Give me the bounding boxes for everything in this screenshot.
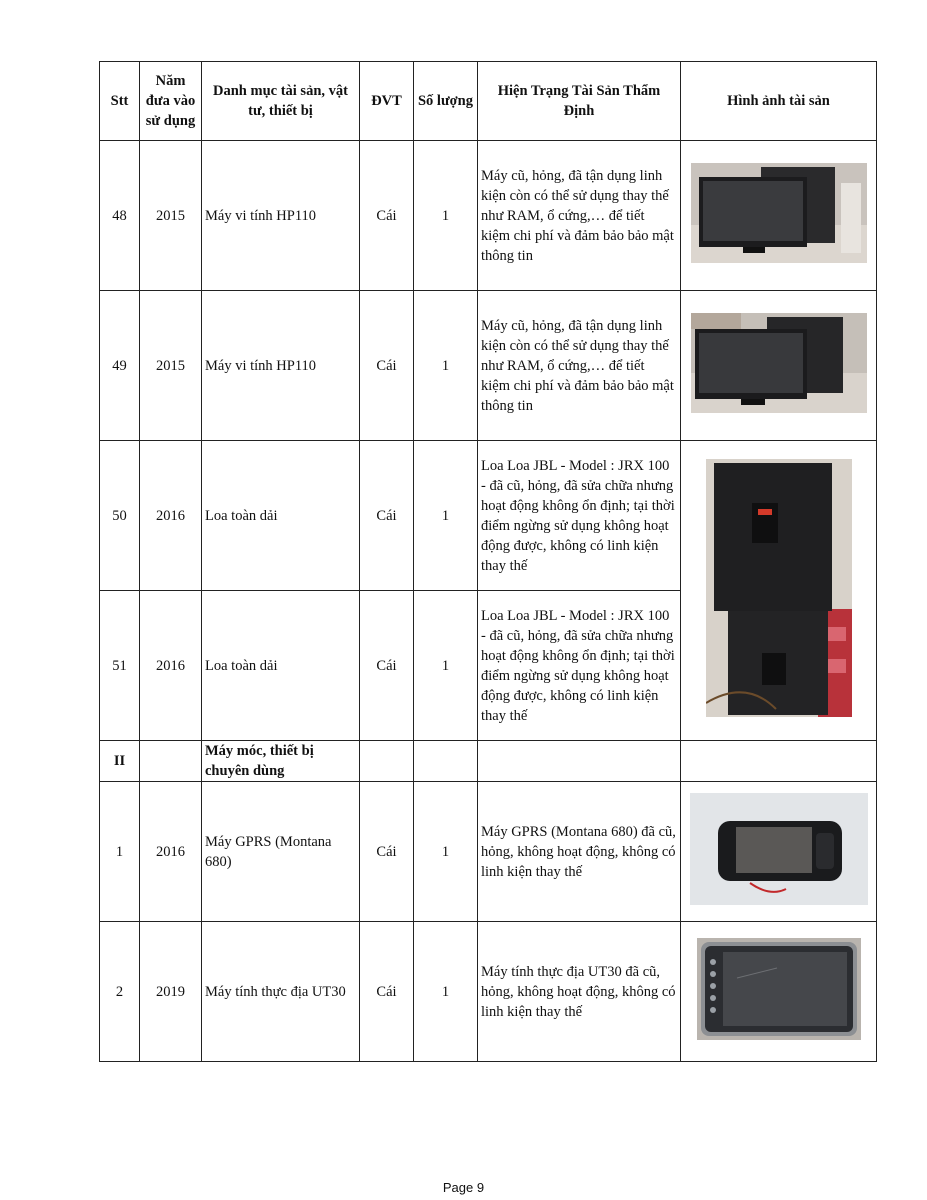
row-qty: 1	[414, 441, 478, 591]
row-status: Loa Loa JBL - Model : JRX 100 - đã cũ, hỏng, đã sửa chữa nhưng hoạt động không ổn định; tại thời điểm ngừng sử dụng không hoạt động được, không có linh kiện thay thế	[478, 441, 681, 591]
row-stt: 48	[100, 141, 140, 291]
row-unit: Cái	[360, 782, 414, 922]
table-row	[100, 141, 877, 291]
row-name: Máy vi tính HP110	[202, 291, 360, 441]
row-image-cell	[681, 291, 877, 441]
computer-monitor-photo-icon	[691, 163, 867, 263]
header-stt: Stt	[100, 62, 140, 141]
section-empty-unit	[360, 741, 414, 782]
row-unit: Cái	[360, 591, 414, 741]
field-tablet-photo-icon	[697, 938, 861, 1040]
table-row	[100, 782, 877, 922]
row-stt: 1	[100, 782, 140, 922]
row-unit: Cái	[360, 291, 414, 441]
row-image-cell	[681, 922, 877, 1062]
row-status: Máy tính thực địa UT30 đã cũ, hỏng, không hoạt động, không có linh kiện thay thế	[478, 922, 681, 1062]
section-empty-image	[681, 741, 877, 782]
row-unit: Cái	[360, 441, 414, 591]
row-name: Máy tính thực địa UT30	[202, 922, 360, 1062]
row-qty: 1	[414, 591, 478, 741]
row-name: Loa toàn dải	[202, 591, 360, 741]
row-qty: 1	[414, 782, 478, 922]
row-image-cell	[681, 441, 877, 741]
section-name: Máy móc, thiết bị chuyên dùng	[202, 741, 360, 782]
computer-monitor-photo-icon	[691, 313, 867, 413]
row-name: Máy vi tính HP110	[202, 141, 360, 291]
row-status: Máy cũ, hỏng, đã tận dụng linh kiện còn có thể sử dụng thay thế như RAM, ổ cứng,… để tiết kiệm chi phí và đảm bảo bảo mật thông tin	[478, 291, 681, 441]
row-stt: 2	[100, 922, 140, 1062]
row-unit: Cái	[360, 141, 414, 291]
row-year: 2016	[140, 782, 202, 922]
row-name: Máy GPRS (Montana 680)	[202, 782, 360, 922]
row-image-cell	[681, 141, 877, 291]
header-qty: Số lượng	[414, 62, 478, 141]
asset-table	[99, 61, 877, 1062]
row-unit: Cái	[360, 922, 414, 1062]
table-row	[100, 441, 877, 591]
row-qty: 1	[414, 291, 478, 441]
row-stt: 50	[100, 441, 140, 591]
header-image: Hình ảnh tài sản	[681, 62, 877, 141]
row-year: 2015	[140, 141, 202, 291]
header-year: Năm đưa vào sử dụng	[140, 62, 202, 141]
row-qty: 1	[414, 141, 478, 291]
row-status: Loa Loa JBL - Model : JRX 100 - đã cũ, hỏng, đã sửa chữa nhưng hoạt động không ổn định; tại thời điểm ngừng sử dụng không hoạt động được, không có linh kiện thay thế	[478, 591, 681, 741]
row-stt: 51	[100, 591, 140, 741]
row-status: Máy cũ, hỏng, đã tận dụng linh kiện còn có thể sử dụng thay thế như RAM, ổ cứng,… để tiết kiệm chi phí và đảm bảo bảo mật thông tin	[478, 141, 681, 291]
row-status: Máy GPRS (Montana 680) đã cũ, hỏng, không hoạt động, không có linh kiện thay thế	[478, 782, 681, 922]
table-row	[100, 922, 877, 1062]
row-image-cell	[681, 782, 877, 922]
section-empty-status	[478, 741, 681, 782]
row-qty: 1	[414, 922, 478, 1062]
row-year: 2019	[140, 922, 202, 1062]
row-year: 2016	[140, 441, 202, 591]
page-number: Page 9	[442, 1180, 485, 1195]
row-year: 2015	[140, 291, 202, 441]
header-name: Danh mục tài sản, vật tư, thiết bị	[202, 62, 360, 141]
speaker-photo-icon	[706, 459, 852, 717]
section-empty-qty	[414, 741, 478, 782]
row-year: 2016	[140, 591, 202, 741]
row-name: Loa toàn dải	[202, 441, 360, 591]
section-empty-year	[140, 741, 202, 782]
header-status: Hiện Trạng Tài Sản Thẩm Định	[478, 62, 681, 141]
row-stt: 49	[100, 291, 140, 441]
header-unit: ĐVT	[360, 62, 414, 141]
section-stt: II	[100, 741, 140, 782]
section-row	[100, 741, 877, 782]
gps-device-photo-icon	[690, 793, 868, 905]
table-row	[100, 291, 877, 441]
table-header-row	[100, 62, 877, 141]
